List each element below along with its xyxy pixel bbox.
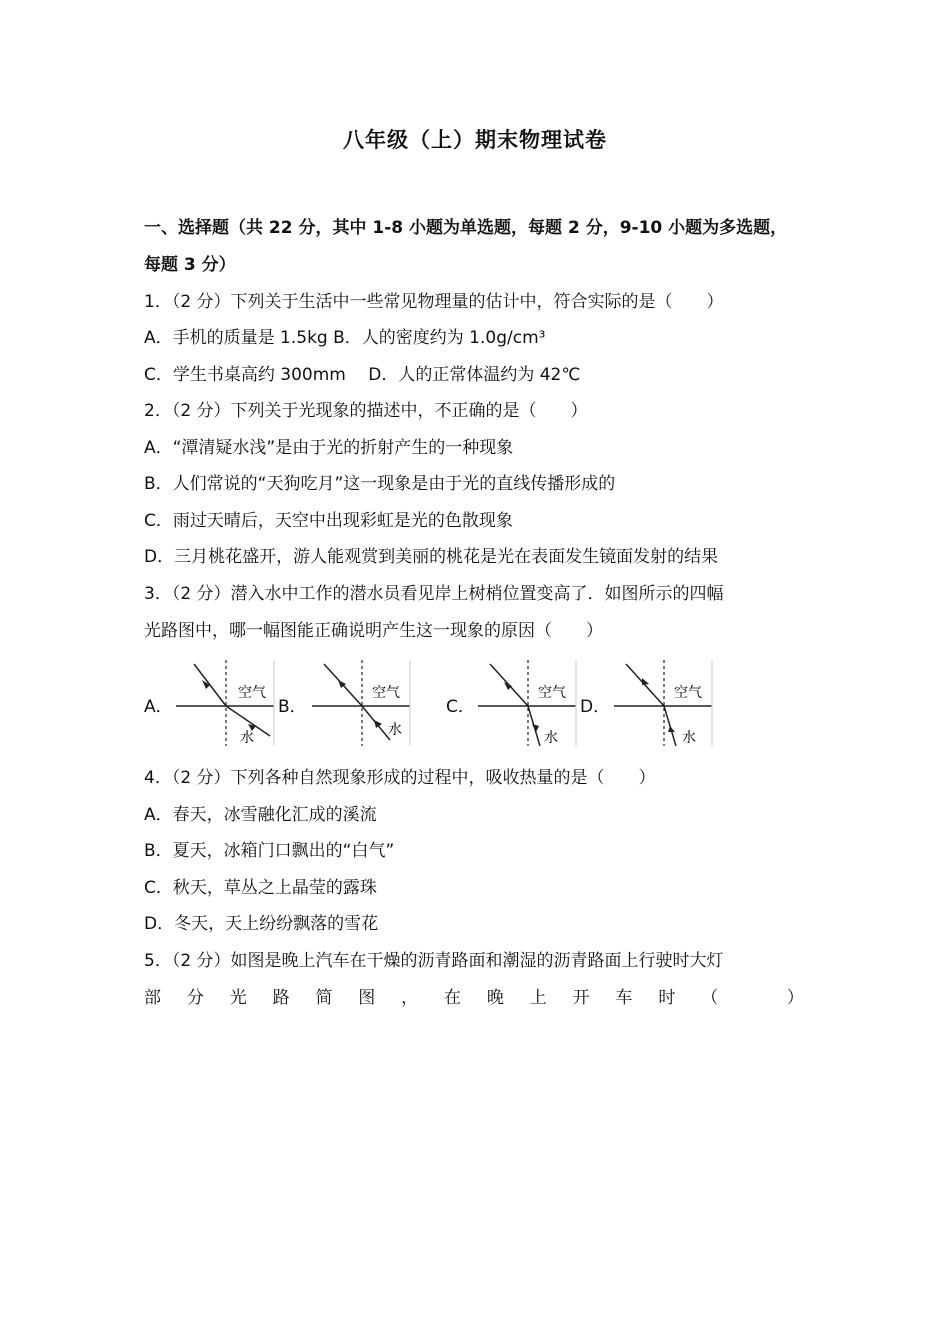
- question-3-stem-cont: 光路图中，哪一幅图能正确说明产生这一现象的原因（ ）: [144, 621, 603, 641]
- question-4-stem: 4．（2 分）下列各种自然现象形成的过程中，吸收热量的是（ ）: [144, 768, 656, 788]
- air-label: 空气: [372, 685, 400, 701]
- question-1-options-cd: C．学生书桌高约 300mm D．人的正常体温约为 42℃: [144, 365, 581, 385]
- question-5-stem: 5．（2 分）如图是晚上汽车在干燥的沥青路面和潮湿的沥青路面上行驶时大灯: [144, 951, 724, 971]
- question-1-stem: 1．（2 分）下列关于生活中一些常见物理量的估计中，符合实际的是（ ）: [144, 292, 724, 312]
- question-2-option-b: B．人们常说的“天狗吃月”这一现象是由于光的直线传播形成的: [144, 474, 616, 494]
- q5-char: 图: [358, 988, 376, 1008]
- air-label: 空气: [238, 685, 266, 701]
- q5-char: 车: [615, 988, 633, 1008]
- q5-char: 部: [144, 988, 161, 1008]
- air-label: 空气: [538, 685, 566, 701]
- question-4-option-a: A．春天，冰雪融化汇成的溪流: [144, 805, 377, 825]
- figure-label-c: C．: [446, 697, 475, 717]
- water-label: 水: [682, 730, 696, 746]
- figure-label-a: A．: [144, 697, 173, 717]
- question-2-option-d: D．三月桃花盛开，游人能观赏到美丽的桃花是光在表面发生镜面发射的结果: [144, 547, 719, 567]
- question-4-option-b: B．夏天，冰箱门口飘出的“白气”: [144, 841, 395, 861]
- q5-char: 时: [658, 988, 676, 1008]
- figure-label-d: D．: [580, 697, 611, 717]
- q5-char: ）: [786, 988, 804, 1008]
- light-path-diagram-b: [310, 660, 412, 746]
- q5-char: 开: [572, 988, 590, 1008]
- light-path-diagram-c: [476, 660, 578, 746]
- q5-char: 上: [529, 988, 547, 1008]
- question-3-stem: 3．（2 分）潜入水中工作的潜水员看见岸上树梢位置变高了．如图所示的四幅: [144, 584, 724, 604]
- q5-char: [744, 986, 761, 1010]
- question-4-option-d: D．冬天，天上纷纷飘落的雪花: [144, 914, 379, 934]
- q5-char: 路: [272, 988, 290, 1008]
- question-2-option-a: A．“潭清疑水浅”是由于光的折射产生的一种现象: [144, 438, 514, 458]
- q5-char: ，: [401, 988, 419, 1008]
- question-4-option-c: C．秋天，草丛之上晶莹的露珠: [144, 878, 377, 898]
- question-5-stem-cont: [144, 986, 804, 1010]
- question-2-stem: 2．（2 分）下列关于光现象的描述中，不正确的是（ ）: [144, 401, 588, 421]
- page-title: 八年级（上）期末物理试卷: [343, 128, 607, 152]
- q5-char: 简: [315, 988, 333, 1008]
- q5-char: 晚: [486, 988, 504, 1008]
- water-label: 水: [544, 730, 558, 746]
- light-path-diagram-d: [612, 660, 714, 746]
- air-label: 空气: [674, 685, 702, 701]
- section-heading-cont: 每题 3 分）: [144, 255, 236, 275]
- water-label: 水: [388, 722, 402, 738]
- light-path-diagram-a: [174, 660, 276, 746]
- water-label: 水: [240, 730, 254, 746]
- question-1-options-ab: A．手机的质量是 1.5kg B．人的密度约为 1.0g/cm³: [144, 328, 546, 348]
- section-heading: 一、选择题（共 22 分，其中 1-8 小题为单选题，每题 2 分，9-10 小题为多选题，: [144, 218, 788, 238]
- figure-label-b: B．: [278, 697, 307, 717]
- question-2-option-c: C．雨过天晴后，天空中出现彩虹是光的色散现象: [144, 511, 513, 531]
- q5-char: 光: [229, 988, 247, 1008]
- q5-char: （: [701, 988, 719, 1008]
- q5-char: 分: [186, 988, 204, 1008]
- q5-char: 在: [444, 988, 462, 1008]
